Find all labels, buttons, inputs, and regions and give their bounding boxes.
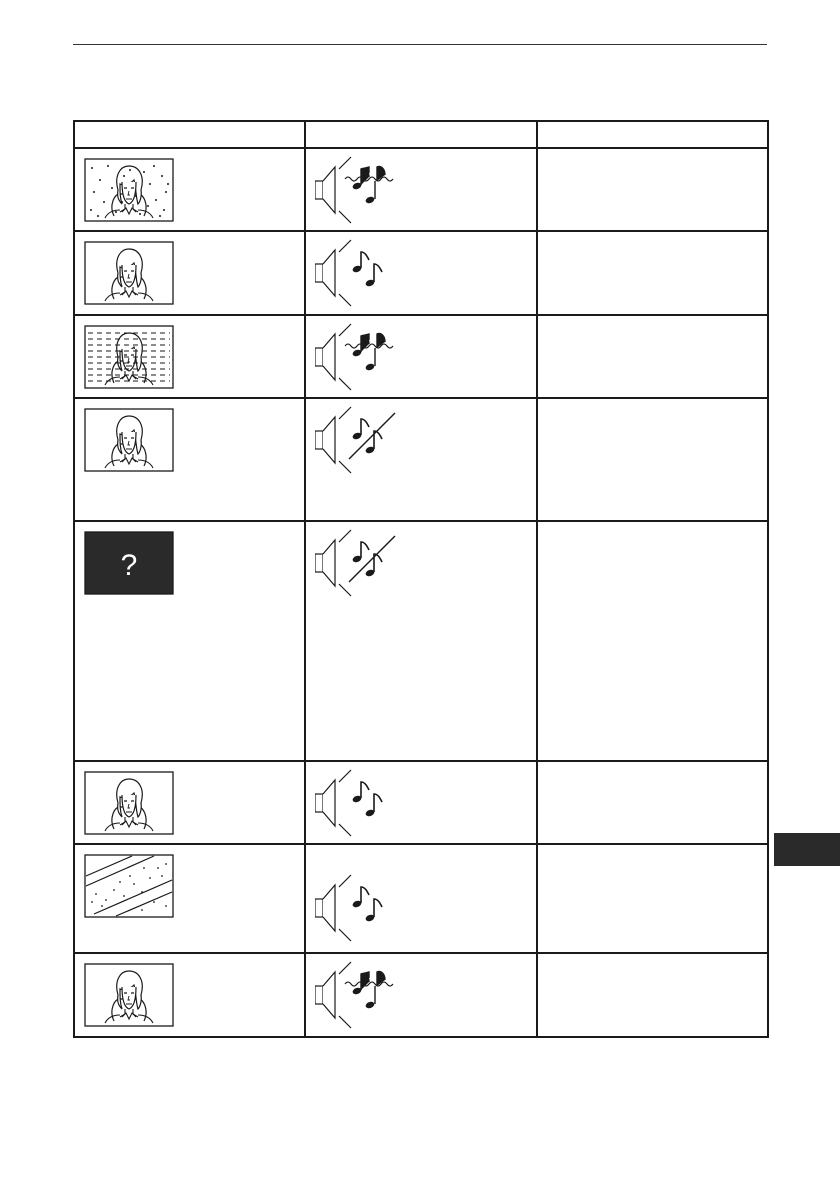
table-row xyxy=(74,398,768,521)
remedy-cell xyxy=(537,521,768,761)
table-row xyxy=(74,231,768,315)
noisy-sound-icon xyxy=(315,155,415,227)
normal-picture-icon xyxy=(84,771,174,835)
remedy-cell xyxy=(537,315,768,398)
normal-picture-icon xyxy=(84,963,174,1027)
header-rule xyxy=(73,44,767,45)
troubleshooting-table xyxy=(73,120,769,1038)
section-tab xyxy=(774,833,840,866)
remedy-cell xyxy=(537,761,768,844)
question-mark-glyph: ? xyxy=(120,549,138,582)
remedy-cell xyxy=(537,148,768,231)
no-sound-icon xyxy=(315,405,415,477)
remedy-column-header xyxy=(537,121,768,148)
table-row xyxy=(74,761,768,844)
snow-picture-icon xyxy=(84,158,174,222)
remedy-cell xyxy=(537,231,768,315)
table-row xyxy=(74,521,768,761)
noisy-sound-icon xyxy=(315,322,415,394)
table-row xyxy=(74,844,768,953)
horizontal-lines-picture-icon xyxy=(84,325,174,389)
noisy-sound-icon xyxy=(315,960,415,1032)
table-row xyxy=(74,148,768,231)
remedy-cell xyxy=(537,398,768,521)
table-row xyxy=(74,953,768,1037)
table-header-row xyxy=(74,121,768,148)
diagonal-interference-picture-icon xyxy=(84,854,174,918)
sound-column-header xyxy=(305,121,537,148)
normal-sound-icon xyxy=(315,873,415,945)
table-row xyxy=(74,315,768,398)
normal-sound-icon xyxy=(315,768,415,840)
normal-picture-icon xyxy=(84,241,174,305)
no-sound-icon xyxy=(315,528,415,600)
no-picture-icon xyxy=(84,531,174,595)
normal-sound-icon xyxy=(315,238,415,310)
normal-picture-icon xyxy=(84,408,174,472)
remedy-cell xyxy=(537,844,768,953)
picture-column-header xyxy=(74,121,305,148)
remedy-cell xyxy=(537,953,768,1037)
